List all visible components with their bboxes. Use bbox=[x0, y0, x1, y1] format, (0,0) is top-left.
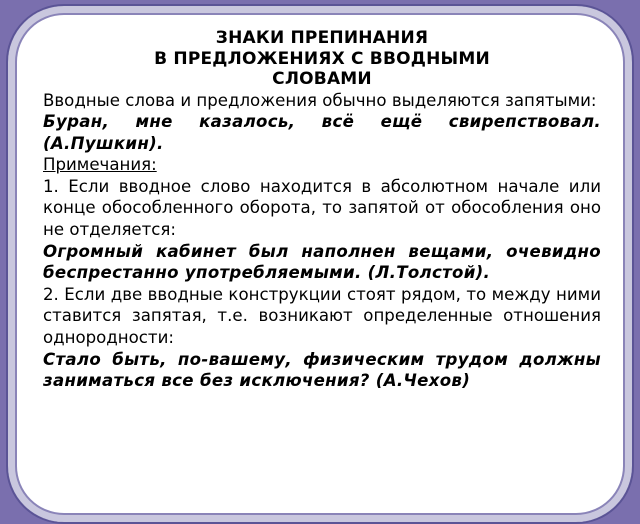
title-line-2: В ПРЕДЛОЖЕНИЯХ С ВВОДНЫМИ bbox=[154, 48, 490, 69]
slide-content bbox=[43, 28, 601, 392]
example-1: Буран, мне казалось, всё ещё свирепствовал. (А.Пушкин). bbox=[43, 112, 601, 153]
title-line-3: СЛОВАМИ bbox=[272, 69, 372, 89]
example-2: Огромный кабинет был наполнен вещами, очевидно беспрестанно употребляемыми. (Л.Толстой). bbox=[43, 241, 601, 283]
note-1: 1. Если вводное слово находится в абсолютном начале или конце обособленного оборота, то запятой от обособления оно не отделяется: bbox=[43, 176, 601, 240]
title-line-1: ЗНАКИ ПРЕПИНАНИЯ bbox=[215, 28, 429, 48]
note-2: 2. Если две вводные конструкции стоят рядом, то между ними ставится запятая, т.е. возникают определенные отношения однородности: bbox=[43, 284, 601, 348]
intro-text: Вводные слова и предложения обычно выделяются запятыми: bbox=[43, 90, 597, 110]
example-3: Стало быть, по-вашему, физическим трудом должны заниматься все без исключения? (А.Чехов) bbox=[43, 349, 601, 391]
slide-title bbox=[43, 28, 601, 90]
notes-label: Примечания: bbox=[43, 155, 157, 175]
